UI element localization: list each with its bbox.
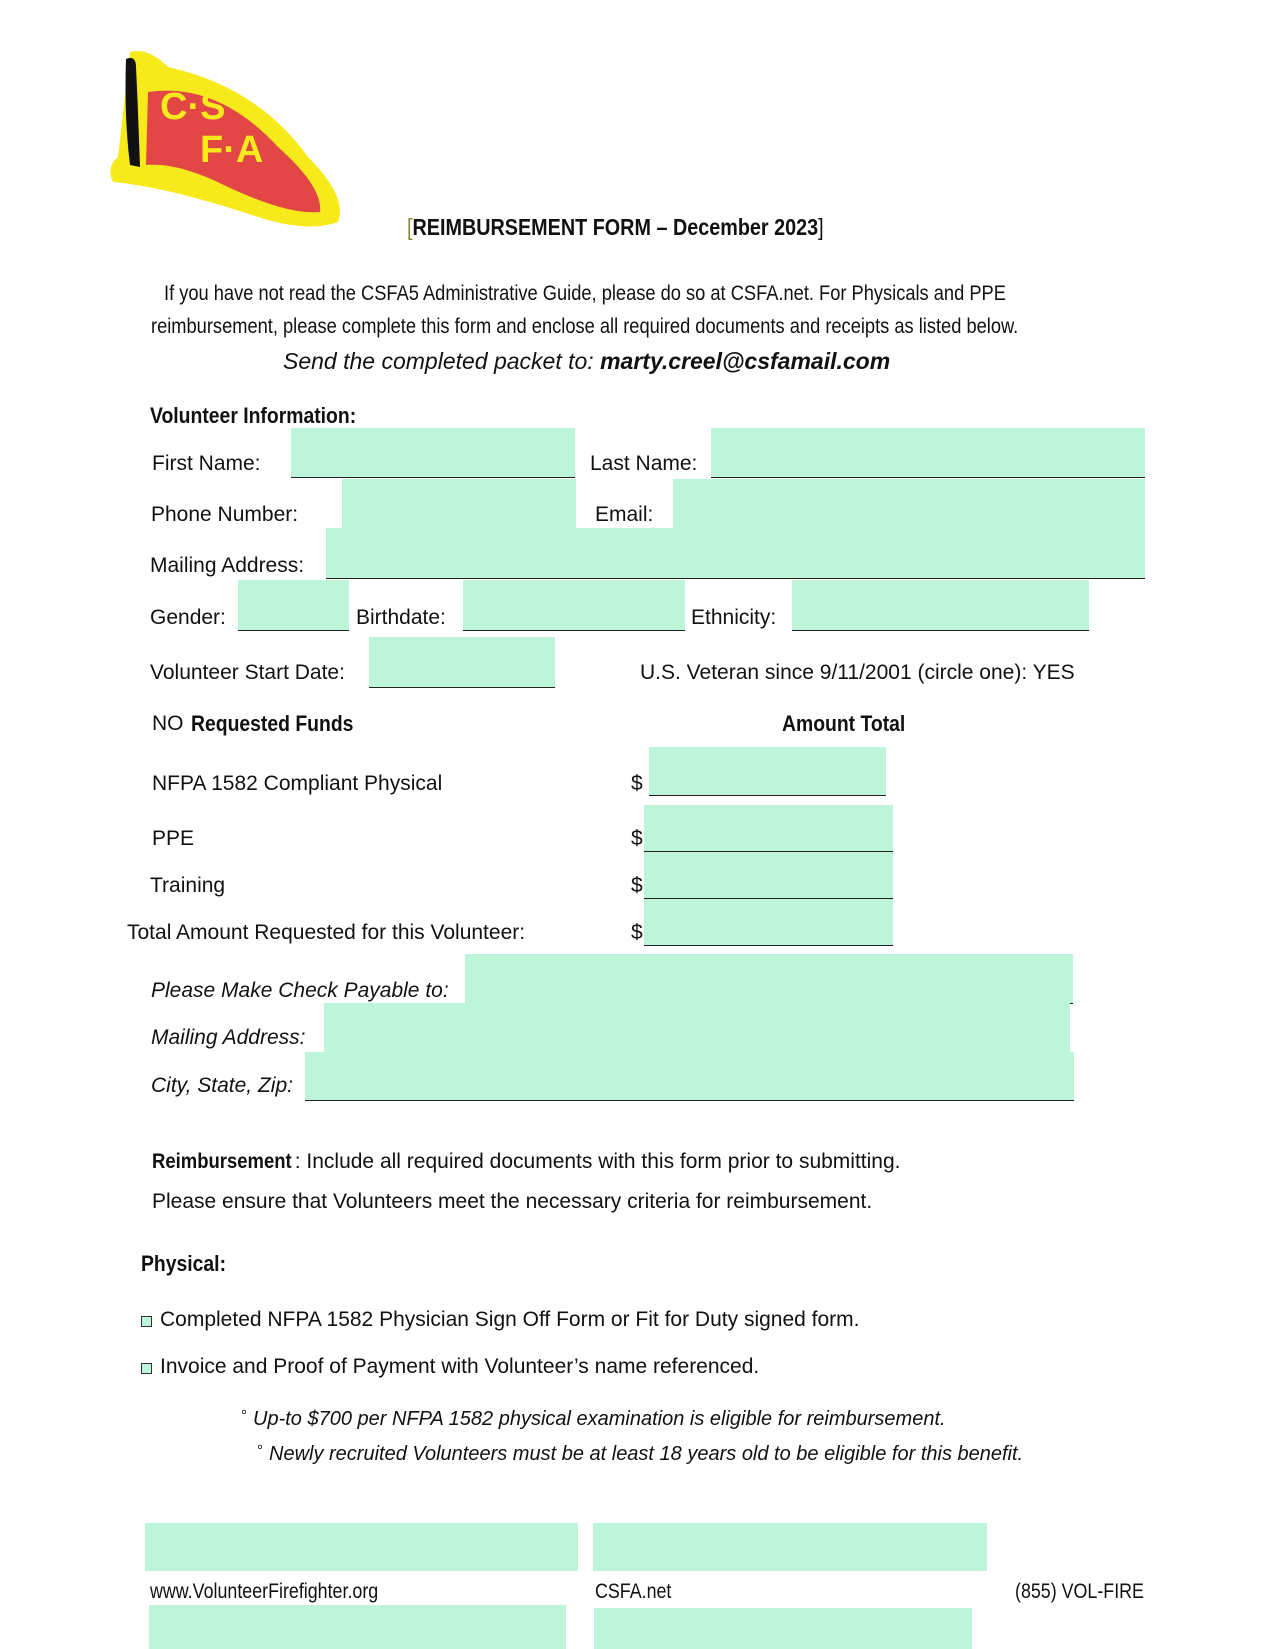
mailing-address-field[interactable]	[326, 528, 1145, 579]
email-field[interactable]	[673, 479, 1145, 529]
footer-site[interactable]: CSFA.net	[595, 1580, 672, 1603]
training-amount-field[interactable]	[644, 852, 893, 899]
checklist-item-label: Invoice and Proof of Payment with Volunteer’s name referenced.	[160, 1355, 760, 1378]
currency-symbol: $	[631, 827, 643, 850]
mailing-address-label: Mailing Address:	[150, 554, 305, 577]
checklist-item[interactable]	[141, 1308, 860, 1332]
start-date-field[interactable]	[369, 637, 555, 688]
checklist-item[interactable]	[141, 1355, 759, 1379]
send-instruction	[283, 348, 890, 375]
reimbursement-note	[152, 1150, 901, 1174]
footer-field[interactable]	[145, 1523, 578, 1571]
physical-heading: Physical:	[141, 1251, 227, 1276]
total-amount-label: Total Amount Requested for this Volunteer:	[127, 921, 526, 944]
payee-mailing-field[interactable]	[324, 1003, 1070, 1053]
birthdate-field[interactable]	[463, 580, 685, 631]
bullet-icon: °	[241, 1407, 247, 1424]
veteran-no-option[interactable]: NO	[152, 712, 184, 735]
fund-item-training: Training	[150, 874, 226, 897]
first-name-field[interactable]	[291, 428, 575, 478]
last-name-field[interactable]	[711, 428, 1145, 478]
city-state-zip-label: City, State, Zip:	[151, 1074, 293, 1097]
phone-label: Phone Number:	[151, 503, 299, 526]
gender-field[interactable]	[238, 580, 349, 631]
fund-item-physical: NFPA 1582 Compliant Physical	[152, 772, 443, 795]
csfa-logo	[108, 47, 348, 233]
reimbursement-criteria: Please ensure that Volunteers meet the necessary criteria for reimbursement.	[152, 1190, 873, 1213]
currency-symbol: $	[631, 772, 643, 795]
footer-field[interactable]	[149, 1605, 566, 1649]
start-date-label: Volunteer Start Date:	[150, 661, 345, 684]
logo-text-bottom: F·A	[200, 129, 264, 171]
title-text: REIMBURSEMENT FORM – December 2023	[412, 214, 819, 240]
volunteer-info-heading: Volunteer Information:	[150, 403, 357, 428]
reimbursement-text: : Include all required documents with this form prior to submitting.	[294, 1150, 901, 1173]
birthdate-label: Birthdate:	[356, 606, 446, 629]
first-name-label: First Name:	[152, 452, 261, 475]
checkbox[interactable]	[141, 1363, 152, 1374]
footer-phone: (855) VOL-FIRE	[1015, 1580, 1144, 1603]
physical-amount-field[interactable]	[649, 747, 886, 796]
physical-note	[257, 1442, 1023, 1466]
logo-text-top: C·S	[160, 86, 226, 128]
physical-note	[241, 1407, 946, 1431]
payee-mailing-label: Mailing Address:	[151, 1026, 306, 1049]
currency-symbol: $	[631, 874, 643, 897]
footer-field[interactable]	[594, 1608, 972, 1649]
ethnicity-field[interactable]	[792, 580, 1089, 631]
bullet-icon: °	[257, 1442, 263, 1459]
ethnicity-label: Ethnicity:	[691, 606, 777, 629]
send-email[interactable]: marty.creel@csfamail.com	[600, 348, 891, 374]
city-state-zip-field[interactable]	[305, 1052, 1074, 1101]
gender-label: Gender:	[150, 606, 226, 629]
amount-total-heading: Amount Total	[782, 711, 906, 736]
reimbursement-label: Reimbursement	[152, 1150, 292, 1173]
requested-funds-heading: Requested Funds	[191, 711, 354, 736]
checklist-item-label: Completed NFPA 1582 Physician Sign Off Form or Fit for Duty signed form.	[160, 1308, 860, 1331]
note-text: Up-to $700 per NFPA 1582 physical examination is eligible for reimbursement.	[253, 1408, 946, 1430]
fund-item-ppe: PPE	[152, 827, 195, 850]
intro-line-1: If you have not read the CSFA5 Administrative Guide, please do so at CSFA.net. For Physicals and PPE	[164, 282, 1006, 305]
ppe-amount-field[interactable]	[644, 805, 893, 852]
footer-website[interactable]: www.VolunteerFirefighter.org	[150, 1580, 379, 1603]
last-name-label: Last Name:	[590, 452, 698, 475]
total-amount-field[interactable]	[644, 899, 893, 946]
check-payable-label: Please Make Check Payable to:	[151, 979, 449, 1002]
footer-field[interactable]	[593, 1523, 987, 1571]
check-payable-field[interactable]	[465, 954, 1073, 1004]
intro-line-2: reimbursement, please complete this form and enclose all required documents and receipts as listed below.	[151, 315, 1019, 338]
title-bracket-open: [	[407, 214, 413, 240]
page-title	[407, 214, 824, 241]
email-label: Email:	[595, 503, 654, 526]
checkbox[interactable]	[141, 1316, 152, 1327]
currency-symbol: $	[631, 921, 643, 944]
title-bracket-close: ]	[818, 214, 824, 240]
phone-field[interactable]	[342, 479, 576, 529]
send-prefix: Send the completed packet to:	[283, 348, 601, 374]
note-text: Newly recruited Volunteers must be at least 18 years old to be eligible for this benefit.	[269, 1443, 1024, 1465]
veteran-question[interactable]: U.S. Veteran since 9/11/2001 (circle one): YES	[640, 661, 1075, 684]
